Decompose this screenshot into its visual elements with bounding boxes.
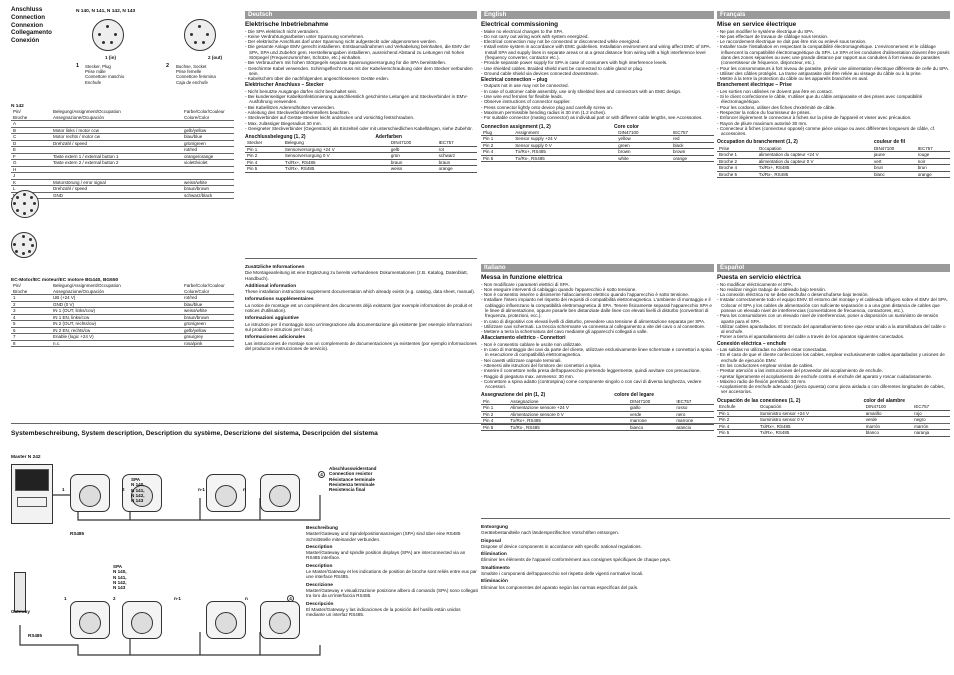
plug-number: 1 [76, 63, 80, 69]
connection-heading: Anschluss Connection Connexion Collegamento Conexión [11, 6, 52, 45]
table-row: Pin 2 Sensorversorgung 0 V grün schwarz [245, 153, 477, 160]
instruction-item: - Utiliser des câbles protégés. La trame antiparasite doit être reliée au vissage du câble ou à la prise. [717, 71, 950, 76]
disposal-section [481, 522, 951, 590]
table-row: Broche 5 Tx/Rx-, RS485 blanc orange [717, 171, 950, 178]
instruction-item: - Ground cable shield via devices connected downstream. [481, 71, 714, 76]
instruction-item: - Ne pas effectuer de travaux de câblage sous tension. [717, 34, 950, 39]
n-types-label: N 140, N 141, N 142, N 143 [76, 9, 136, 14]
instruction-item: - Le raccordement électrique ne doit pas être mis ou enlevé sous tension. [717, 39, 950, 44]
instruction-item: - Non eseguire interventi di cablaggio quando l'apparecchio è sotto tensione. [481, 287, 714, 292]
section-header: Deutsch [245, 11, 477, 19]
note-body: Master/Gateway and spindle position displays (SPA) are interconnected via an RS485 interface. [306, 550, 466, 561]
plug-connector-icon [92, 19, 124, 51]
spa-device-n-minus-1-gw [206, 601, 246, 639]
socket-number: 2 [166, 63, 170, 69]
note-title: Eliminación [481, 579, 508, 585]
gw-node-1-label: 1 [64, 596, 67, 601]
instruction-item: - Utilizzare cavi schermati. La treccia schermante va connessa al collegamento a vite del cavo o al connettore. [481, 324, 714, 329]
instruction-item: - Bei Verbrauchern mit hohen Störpegeln separate Spannungsversorgung für die SPA bereitstellen. [245, 60, 477, 65]
table-row: Pin 4 Tx/Rx+, RS485 marrone marrone [481, 418, 714, 425]
table-row: 2 GND (0 V) blau/blue [11, 301, 234, 308]
instruction-item: - Installer toute l'installation en respectant la compatibilité électromagnétique. L'environnement et le câblage influencent la compatibilité électromagnétique du SPA. Le SPA et les conduites d'alimentation doivent être posés dans des zones séparées ou avec une grande distance par rapport aux conduites à fort niveau de parasites (convertisseur de fréquence, disjoncteur, etc.). [717, 44, 950, 65]
note-title: Informaciones adicionales [245, 335, 306, 341]
spa-label-top: SPA N 140, N 141, N 142, N 143 [131, 477, 145, 504]
table-row: J [11, 173, 234, 180]
instruction-item: - In caso di dispositivi con elevati livelli di disturbo, prevedere una tensione di alimentazione separata per SPA. [481, 319, 714, 324]
table-row: Pin 2 Sensor supply 0 V green black [481, 142, 714, 149]
note-body: Le istruzioni per il montaggio sono un'integrazione alla documentazione già esistente (per esempio informazioni sul prodotto e istruzioni per l'uso). [245, 321, 472, 332]
instruction-item: - Respecter la notice du fournisseur de prises. [717, 110, 950, 115]
table-row: B Motor links / motor ccw gelb/yellow [11, 127, 234, 134]
additional-information [245, 262, 477, 351]
table-header-row: Stecker Belegung DIN47100 IEC757 [245, 140, 477, 146]
instruction-item: - Las salidas no utilizadas no deben estar conectadas. [717, 347, 950, 352]
table-row: F Taste extern 1 / external button 1 orange/orange [11, 153, 234, 160]
table-row: Broche 4 Tx/Rx+, RS485 brun brun [717, 165, 950, 172]
instruction-item: - Make no electrical changes to the SPA. [481, 29, 714, 34]
section-italiano: Italiano Messa in funzione elettrica - Non modificare i parametri elettrici di SPA. - Non eseguire interventi di cablaggio quando l'apparecchio è sotto tensione. - Non è consentito inserire o disinserire l'allacciamento elettrico quando l'apparecchio è sotto tensione. - Installare l'intero impianto nel rispetto dei requisiti di compatibilità elettromagnetica. L'ambiente di montaggio e il cablaggio influenzano la compatibilità elettromagnetica di SPA. Tenere fisicamente separati l'apparecchio SPA e le linee di alimentazione, oppure posarle ben distanziate dalle linee con elevati livelli di disturbo (convertitori di frequenza, protezioni, ecc.). - In caso di dispositivi con elevati livelli di disturbo, prevedere una tensione di alimentazione separata per SPA. - Utilizzare cavi schermati. La treccia schermante va connessa al collegamento a vite del cavo o al connettore. - Mettere a terra la schermatura del cavo mediante gli apparecchi collegati a valle. Allacciamento elettrico - Connettori - Non è consentito cablare le uscite non utilizzate. - In caso di montaggio dei cavi da parte del cliente, utilizzare esclusivamente linee schermate e connettori a spina in esecuzione di compatibilità elettromagnetica. - Nei cavetti utilizzare capsule terminali. - Attenersi alle istruzioni del fornitore dei connettori a spina. - Inserire il connettore nella presa dell'apparecchio premendo leggermente, quindi avvitare con precauzione. - Raggio di piegatura max. ammesso: 30 mm. - Connettore a spina adatto (controspina) come componente singolo o con cavi di diversa lunghezza, vedere Accessori. Assegnazione dei pin (1, 2) colore del legare Pin Assegnazione DIN47100 IEC757 Pin 1 Alimentazione sensore +24 V giallo rosso Pin 2 Alimentazione sensore 0 V verde nero Pin 4 Tx/Rx+, RS485 marrone marrone Pin 5 Tx/Rx-, RS485 bianco arancio [481, 264, 714, 431]
instruction-item: - Press connector lightly onto device plug and carefully screw on. [481, 105, 714, 110]
spa-device-n-gw [260, 601, 300, 639]
instruction-item: - In case of customer cable assembly, use only shielded lines and connectors with an EMC design. [481, 89, 714, 94]
section-deutsch: Deutsch Elektrische Inbetriebnahme - Die SPA elektrisch nicht verändern. - Keine Verdrahtungsarbeiten unter Spannung vornehmen. - Der elektrische Anschluss darf unter Spannung nicht aufgesteckt oder abgenommen werden. - Die gesamte Anlage EMV gerecht installieren. Entstaumaßnahmen und Verkabelung beinhalten, die EMV der SPA, SPA und Zubehör gem. Herstellerangaben installieren, ausreichend Abstand zu Leitungen mit hohen Störpegel (Frequenzumrichter, Schütze, etc.) einhalten. - Bei Verbrauchern mit hohen Störpegeln separate Spannungsversorgung für die SPA bereitstellen. - Geschirmte Kabel verwenden. Schirmgeflecht muss mit der Kabelverschraubung oder dem Stecker verbunden sein. - Kabelschirm über die nachfolgenden angeschlossenen Geräte erden. Elektrischer Anschluss – Stecker - Nicht benutzte Ausgänge dürfen nicht beschaltet sein. - Bei kundenseitiger Kabelkonfektionierung ausschliesslich geschirmte Leitungen und Steckverbinder in EMV-Ausführung verwenden. - Bei Kabellitzen Aderendhülsen verwenden. - Anleitung des Steckverbinderherstellers beachten. - Steckverbinder auf Geräte-Stecker leicht andrücken und vorsichtig festschrauben. - Max. zulässiger Biegeradius 30 mm. - Geeigneter Steckverbinder (Gegenstück) als Einzelteil oder mit unterschiedlichen Kabellängen, siehe Zubehör. Anschlussbelegung (1, 2) Aderfarben Stecker Belegung DIN47100 IEC757 Pin 1 Sensorversorgung +24 V gelb rot Pin 2 Sensorversorgung 0 V grün schwarz Pin 4 Tx/Rx+, RS485 braun braun Pin 5 Tx/Rx-, RS485 weiss orange [245, 11, 477, 173]
table-row: L Drehzahl / speed braun/brown [11, 186, 234, 193]
socket-connector-icon [184, 19, 216, 51]
instruction-item: - Steckverbinder auf Geräte-Stecker leicht andrücken und vorsichtig festschrauben. [245, 115, 477, 120]
node-2-label: 2 [122, 487, 125, 492]
instruction-item: - Les sorties non utilisées ne doivent pas être en contact. [717, 89, 950, 94]
table-row: Broche 2 alimentation du capteur 0 V vert noir [717, 158, 950, 165]
note-title: Smaltimento [481, 565, 510, 571]
table-row: G Taste extern 2 / external button 2 violett/violet [11, 160, 234, 167]
connection-table [245, 140, 477, 173]
pin-out-label: 2 (out) [208, 55, 223, 60]
table-row: D Drehzahl / speed grün/green [11, 140, 234, 147]
instruction-item: - Maximum permissible bending radius is 30 mm (1.2 inches). [481, 110, 714, 115]
table-row: Pin 1 Sensor supply +24 V yellow red [481, 136, 714, 143]
instruction-item: - Inserire il connettore nella presa dell'apparecchio premendo leggermente, quindi avvitare con precauzione. [481, 368, 714, 373]
terminal-marker: 4 [318, 471, 325, 478]
connection-table [481, 130, 714, 163]
note-title: Élimination [481, 552, 507, 558]
note-body: These installation instructions supplement documentation which already exists (e.g. catalog, data sheet, manual). [245, 289, 476, 295]
note-body: El Master/Gateway y las indicaciones de la posición del husillo están unidos mediante un interfaz RS485. [306, 606, 461, 618]
instruction-item: - Keine Verdrahtungsarbeiten unter Spannung vornehmen. [245, 34, 477, 39]
ec-table: Pin/ Belegung/Assignment/Occupation Farbe/Color/Couleur Broche Assegnazione/Ocupación Colore/Color 1 UB (+24 V) rot/red 2 GND (0 V) blau/blue 3 IN 1 (OUT, links/ccw) weiss/white 4 IN 1 EN, links/ccw braun/brown 5 IN 2 (OUT, rechts/cw) grün/green 6 IN 2 EN, rechts/cw gelb/yellow 7 Enable (logic +24 V) grau/grey 8 n.c. rosa/pink [11, 283, 234, 347]
master-rs485-label: RS485 [70, 531, 85, 536]
table-row: Pin 1 Alimentazione sensore +24 V giallo rosso [481, 405, 714, 412]
instruction-item: - Observe instructions of connector supplier. [481, 99, 714, 104]
ec-motor-pin-table: EC-Motor/EC moteur/EC motore BG440, BG650 Pin/ Belegung/Assignment/Occupation Farbe/Color/Couleur Broche Assegnazione/Ocupación Colore/Color 1 UB (+24 V) rot/red 2 GND (0 V) blau/blue 3 IN 1 (OUT, links/ccw) weiss/white 4 IN 1 EN, links/ccw braun/brown 5 IN 2 (OUT, rechts/cw) grün/green 6 IN 2 EN, rechts/cw gelb/yellow 7 Enable (logic +24 V) grau/grey 8 n.c. rosa/pink [11, 278, 234, 347]
n142-table: Pin/ Belegung/Assignment/Occupation Farbe/Color/Couleur Broche Assegnazione/Ocupación Colore/Color A B Motor links / motor ccw gelb/yellow C Motor rechts / motor cw blau/blue D Drehzahl / speed grün/green E rot/red F Taste extern 1 / external button 1 orange/orange G Taste extern 2 / external button 2 violett/violet H J K Motorstörung / error signal weiss/white L Drehzahl / speed braun/brown GND schwarz/black [11, 109, 234, 199]
instruction-item: - Raggio di piegatura max. ammesso: 30 mm. [481, 374, 714, 379]
gw-terminal-marker: 4 [287, 595, 294, 602]
connection-table [717, 146, 950, 179]
instruction-item: - Nei cavetti utilizzare capsule terminali. [481, 358, 714, 363]
master-label: Master N 242 [11, 455, 41, 460]
instruction-item: - Si le client confectionne le câble, n'utiliser que du câble antiparasite et des prises avec compatibilité électromagnétique. [717, 94, 950, 105]
table-row: 5 IN 2 (OUT, rechts/cw) grün/green [11, 321, 234, 328]
instruction-item: - Pour les consommateurs à fort niveau de parasite, prévoir une alimentation électrique différente de celle du SPA. [717, 66, 950, 71]
gateway-label: Gateway [11, 609, 30, 614]
gw-node-2-label: 2 [113, 596, 116, 601]
table-row: Pin 2 Alimentazione sensore 0 V verde nero [481, 411, 714, 418]
note-body: Master/Gateway e visualizzazione posizione albero di comando (SPA) sono collegati tra loro da un'interfaccia RS485. [306, 587, 478, 599]
spa-device-n [260, 474, 300, 512]
table-row: Pin 1 Suministro sensor +24 V amarillo rojo [717, 410, 950, 417]
instruction-item: - Para los consumidores con un elevado nivel de interferencias, poner a disposición un suministro de tensión aparte para el SPA. [717, 313, 950, 324]
instruction-item: - For suitable connector (mating connector) as individual part or with different cable lengths, see Accessories. [481, 115, 714, 120]
note-body: Le Master/Gateway et les indications de position de broche sont reliés entre eux par une interface RS485. [306, 569, 477, 580]
table-row: 6 IN 2 EN, rechts/cw gelb/yellow [11, 327, 234, 334]
n142-pin-table: N 142 Pin/ Belegung/Assignment/Occupation Farbe/Color/Couleur Broche Assegnazione/Ocupación Colore/Color A B Motor links / motor ccw gelb/yellow C Motor rechts / motor cw blau/blue D Drehzahl / speed grün/green E rot/red F Taste extern 1 / external button 1 orange/orange G Taste extern 2 / external button 2 violett/violet H J K Motorstörung / error signal weiss/white L Drehzahl / speed braun/brown GND schwarz/black [11, 104, 234, 199]
note-title: Description [306, 563, 333, 569]
instruction-item: - Use wire end ferrules for flexible leads. [481, 94, 714, 99]
table-row: 1 UB (+24 V) rot/red [11, 295, 234, 302]
instruction-item: - Apretar ligeramente el acoplamiento de enchufe contra el enchufe del aparato y roscar cuidadosamente. [717, 374, 950, 379]
instruction-item: - Connecteur à fiches (connecteur opposé) comme pièce unique ou avec différentes longueurs de câble, cf. accessoires. [717, 126, 950, 137]
instruction-item: - Non è consentito inserire o disinserire l'allacciamento elettrico quando l'apparecchio è sotto tensione. [481, 292, 714, 297]
system-descriptions [306, 523, 478, 617]
spa-device-1-gw [70, 601, 110, 639]
table-row: Pin 5 Tx/Rx-, RS485 white orange [481, 155, 714, 162]
table-row: GND schwarz/black [11, 192, 234, 199]
instruction-item: - Geeigneter Steckverbinder (Gegenstück) als Einzelteil oder mit unterschiedlichen Kabellängen, siehe Zubehör. [245, 126, 477, 131]
instruction-item: - Der elektrische Anschluss darf unter Spannung nicht aufgesteckt oder abgenommen werden. [245, 39, 477, 44]
instruction-item: - Mettre à la terre la protection du câble ou les appareils branchés en aval. [717, 76, 950, 81]
table-row: 3 IN 1 (OUT, links/ccw) weiss/white [11, 308, 234, 315]
note-body: Gerätebestandteile nach länderspezifischen Vorschriften entsorgen. [481, 530, 619, 536]
section-header: Español [717, 264, 950, 272]
table-row: K Motorstörung / error signal weiss/white [11, 179, 234, 186]
plug-description: Stecker, Plug Prise mâle Connettore maschio Enchufe [85, 64, 125, 85]
instruction-item: - Non modificare i parametri elettrici di SPA. [481, 282, 714, 287]
instruction-item: - Mettere a terra la schermatura del cavo mediante gli apparecchi collegati a valle. [481, 329, 714, 334]
instruction-item: - La conexión eléctrica no se debe enchufar o desenchufarse bajo tensión. [717, 292, 950, 297]
instruction-item: - Bei kundenseitiger Kabelkonfektionierung ausschliesslich geschirmte Leitungen und Steckverbinder in EMV-Ausführung verwenden. [245, 94, 477, 105]
note-body: Las instrucciones de montaje son un complemento de documentaciones ya existentes (por ejemplo informaciones del producto e instrucciones de servicio). [245, 340, 477, 351]
socket-description: Buchse, Socket Prise femelle Connettore femmina Caja de enchufe [176, 64, 216, 85]
instruction-item: - Ne pas modifier le système électrique du SPA. [717, 29, 950, 34]
note-title: Descrizione [306, 582, 333, 588]
note-title: Entsorgung [481, 525, 508, 530]
instruction-item: - Poner a tierra el apantallamiento del cable a través de los aparatos siguientes conectados. [717, 334, 950, 339]
instruction-item: - No realizar ningún trabajo de cableado bajo tensión. [717, 287, 950, 292]
table-row: Pin 4 Tx/Rx+, RS485 brown brown [481, 149, 714, 156]
instruction-item: - Nicht benutzte Ausgänge dürfen nicht beschaltet sein. [245, 89, 477, 94]
table-row: C Motor rechts / motor cw blau/blue [11, 134, 234, 141]
instruction-item: - Enfoncer légèrement le connecteur à fiches sur la prise de l'appareil et visser avec précaution. [717, 115, 950, 120]
note-title: Disposal [481, 538, 501, 544]
table-row: Pin 5 Tx/Rx-, RS485 bianco arancio [481, 424, 714, 431]
section-header: English [481, 11, 714, 19]
table-header-row: Pin Assegnazione DIN47100 IEC757 [481, 399, 714, 405]
instruction-item: - Instalar correctamente todo el equipo EMV. El entorno del montaje y el cableado influyen sobre el EMV del SPA. Colocar el SPA y los cables de alimentación con suficiente separación o a una gran distancia de cables que posean un elevado nivel de interferencias (convertidores de frecuencia, contactores, etc.). [717, 297, 950, 313]
note-body: La notice de montage est un complément des documents déjà existants (par exemple informations de produit et notices d'utilisation). [245, 302, 473, 314]
table-row: Pin 2 Suministro sensor 0 V verde negro [717, 417, 950, 424]
note-title: Informazioni aggiuntive [245, 316, 299, 322]
note-body: Dispose of device components in accordance with specific national regulations. [481, 543, 642, 549]
instruction-item: - Geschirmte Kabel verwenden. Schirmgeflecht muss mit der Kabelverschraubung oder dem Stecker verbunden sein. [245, 66, 477, 77]
instruction-item: - Pour les cordons, utiliser des fiches d'extrémité de câble. [717, 105, 950, 110]
table-row: Pin 4 Tx/Rx+, RS485 marrón marrón [717, 423, 950, 430]
instruction-item: - Die SPA elektrisch nicht verändern. [245, 29, 477, 34]
pin-in-label: 1 (in) [105, 55, 116, 60]
table-row: 7 Enable (logic +24 V) grau/grey [11, 334, 234, 341]
section-francais: Français Mise en service électrique - Ne pas modifier le système électrique du SPA. - Ne pas effectuer de travaux de câblage sous tension. - Le raccordement électrique ne doit pas être mis ou enlevé sous tension. - Installer toute l'installation en respectant la compatibilité électromagnétique. L'environnement et le câblage influencent la compatibilité électromagnétique du SPA. Le SPA et les conduites d'alimentation doivent être posés dans des zones séparées ou avec une grande distance par rapport aux conduites à fort niveau de parasites (convertisseur de fréquence, disjoncteur, etc.). - Pour les consommateurs à fort niveau de parasite, prévoir une alimentation électrique différente de celle du SPA. - Utiliser des câbles protégés. La trame antiparasite doit être reliée au vissage du câble ou à la prise. - Mettre à la terre la protection du câble ou les appareils branchés en aval. Branchement électrique – Prise - Les sorties non utilisées ne doivent pas être en contact. - Si le client confectionne le câble, n'utiliser que du câble antiparasite et des prises avec compatibilité électromagnétique. - Pour les cordons, utiliser des fiches d'extrémité de câble. - Respecter la notice du fournisseur de prises. - Enfoncer légèrement le connecteur à fiches sur la prise de l'appareil et visser avec précaution. - Rayon de pliure maximum autorisé 30 mm. - Connecteur à fiches (connecteur opposé) comme pièce unique ou avec différentes longueurs de câble, cf. accessoires. Occupation du branchement (1, 2) couleur de fil Prise Occupation DIN47100 IEC757 Broche 1 alimentation du capteur +24 V jaune rouge Broche 2 alimentation du capteur 0 V vert noir Broche 4 Tx/Rx+, RS485 brun brun Broche 5 Tx/Rx-, RS485 blanc orange [717, 11, 950, 178]
section-header: Italiano [481, 264, 714, 272]
table-row: Pin 1 Sensorversorgung +24 V gelb rot [245, 146, 477, 153]
note-title: Additional information [245, 283, 297, 289]
instruction-item: - Connettore a spina adatto (controspina) come componente singolo o con cavi di diversa lunghezza, vedere Accessori. [481, 379, 714, 390]
instruction-item: - Installare l'intero impianto nel rispetto dei requisiti di compatibilità elettromagnetica. L'ambiente di montaggio e il cablaggio influenzano la compatibilità elettromagnetica di SPA. Tenere fisicamente separati l'apparecchio SPA e le linee di alimentazione, oppure posarle ben distanziate dalle linee con elevati livelli di disturbo (convertitori di frequenza, protezioni, ecc.). [481, 297, 714, 318]
section-espanol: Español Puesta en servicio eléctrica - No modificar eléctricamente el SPA. - No realizar ningún trabajo de cableado bajo tensión. - La conexión eléctrica no se debe enchufar o desenchufarse bajo tensión. - Instalar correctamente todo el equipo EMV. El entorno del montaje y el cableado influyen sobre el EMV del SPA. Colocar el SPA y los cables de alimentación con suficiente separación o a una gran distancia de cables que posean un elevado nivel de interferencias (convertidores de frecuencia, contactores, etc.). - Para los consumidores con un elevado nivel de interferencias, poner a disposición un suministro de tensión aparte para el SPA. - Utilizar cables apantallados. El trenzado del apantallamiento tiene que estar unido a la atornilladura del cable o al enchufe. - Poner a tierra el apantallamiento del cable a través de los aparatos siguientes conectados. Conexión eléctrica – enchufe - Las salidas no utilizadas no deben estar conectadas. - En el caso de que el cliente confeccione los cables, emplear exclusivamente cables apantallados y uniones de enchufe de ejecución EMV. - En los conductores emplear virolas de cables. - Prestar atención a las instrucciones del proveedor del acoplamiento de enchufe. - Apretar ligeramente el acoplamiento de enchufe contra el enchufe del aparato y roscar cuidadosamente. - Máximo radio de flexión permitido: 30 mm. - Acoplamiento de enchufe adecuado (pieza opuesta) como pieza aislada o con diferentes longitudes de cables, ver accesorios. Ocupación de las conexiones (1, 2) color del alambre Enchufe Ocupación DIN47100 IEC757 Pin 1 Suministro sensor +24 V amarillo rojo Pin 2 Suministro sensor 0 V verde negro Pin 4 Tx/Rx+, RS485 marrón marrón Pin 5 Tx/Rx-, RS485 blanco naranja [717, 264, 950, 437]
spa-device-n-minus-1 [206, 474, 246, 512]
system-description-title: Systembeschreibung, System description, Description du système, Descrizione del sistema, Descripción del sistema [11, 430, 378, 437]
instruction-item: - Utilizar cables apantallados. El trenzado del apantallamiento tiene que estar unido a la atornilladura del cable o al enchufe. [717, 324, 950, 335]
table-row: 8 n.c. rosa/pink [11, 340, 234, 347]
instruction-item: - Attenersi alle istruzioni del fornitore dei connettori a spina. [481, 363, 714, 368]
note-title: Beschreibung [306, 526, 338, 531]
gateway-rs485-label: RS485 [28, 633, 43, 638]
table-row: Pin 5 Tx/Rx-, RS485 weiss orange [245, 166, 477, 173]
instruction-item: - Do not carry out wiring work with system energized. [481, 34, 714, 39]
table-row: 4 IN 1 EN, links/ccw braun/brown [11, 314, 234, 321]
note-title: Zusätzliche Informationen [245, 265, 305, 270]
node-1-label: 1 [62, 487, 65, 492]
instruction-item: - Electrical connection may not be connected or disconnected while energized. [481, 39, 714, 44]
note-body: Éliminer les éléments de l'appareil conformément aux consignes spécifiques de chaque pays. [481, 557, 672, 563]
instruction-item: - Non è consentito cablare le uscite non utilizzate. [481, 342, 714, 347]
table-header-row: Plug Assignment DIN47100 IEC757 [481, 130, 714, 136]
table-row: E rot/red [11, 147, 234, 154]
instruction-item: - Provide separate power supply for SPA in case of consumers with high interference levels. [481, 60, 714, 65]
gw-node-n-label: n [245, 596, 248, 601]
instruction-item: - Kabelschirm über die nachfolgenden angeschlossenen Geräte erden. [245, 76, 477, 81]
gw-node-n-1-label: n-1 [174, 596, 181, 601]
instruction-item: - Máximo radio de flexión permitido: 30 mm. [717, 379, 950, 384]
gateway-device [14, 572, 26, 612]
ec-motor-round-connector-icon [11, 232, 37, 258]
instruction-item: - Use shielded cables. Braided shield must be connected to cable gland or plug. [481, 66, 714, 71]
table-row: H [11, 166, 234, 173]
table-row: Pin 4 Tx/Rx+, RS485 braun braun [245, 159, 477, 166]
instruction-item: - Die gesamte Anlage EMV gerecht installieren. Entstaumaßnahmen und Verkabelung beinhalten, die EMV der SPA, SPA und Zubehör gem. Herstellerangaben installieren, ausreichend Abstand zu Leitungen mit hohen Störpegel (Frequenzumrichter, Schütze, etc.) einhalten. [245, 44, 477, 60]
table-row: A [11, 121, 234, 128]
node-n-1-label: n-1 [198, 487, 205, 492]
instruction-item: - Bei Kabellitzen Aderendhülsen verwenden. [245, 105, 477, 110]
instruction-item: - Max. zulässiger Biegeradius 30 mm. [245, 121, 477, 126]
instruction-item: - Install entire system in accordance with EMC guidelines. Installation environment and wiring affect EMC of SPA. Install SPA and supply lines in separate areas or at a great distance from wiring with a high interference level (frequency converter, contactor etc.). [481, 44, 714, 60]
section-english: English Electrical commissioning - Make no electrical changes to the SPA. - Do not carry out wiring work with system energized. - Electrical connection may not be connected or disconnected while energized. - Install entire system in accordance with EMC guidelines. Installation environment and wiring affect EMC of SPA. Install SPA and supply lines in separate areas or at a great distance from wiring with a high interference level (frequency converter, contactor etc.). - Provide separate power supply for SPA in case of consumers with high interference levels. - Use shielded cables. Braided shield must be connected to cable gland or plug. - Ground cable shield via devices connected downstream. Electrical connection – plug - Outputs not in use may not be connected. - In case of customer cable assembly, use only shielded lines and connectors with an EMC design. - Use wire end ferrules for flexible leads. - Observe instructions of connector supplier. - Press connector lightly onto device plug and carefully screw on. - Maximum permissible bending radius is 30 mm (1.2 inches). - For suitable connector (mating connector) as individual part or with different cable lengths, see Accessories. Connection assignment (1, 2) Core color Plug Assignment DIN47100 IEC757 Pin 1 Sensor supply +24 V yellow red Pin 2 Sensor supply 0 V green black Pin 4 Tx/Rx+, RS485 brown brown Pin 5 Tx/Rx-, RS485 white orange [481, 11, 714, 162]
note-body: Master/Gateway und Spindelpositionsanzeigen (SPA) sind über eine RS485 Schnittstelle miteinander verbunden. [306, 531, 461, 542]
instruction-item: - Anleitung des Steckverbinderherstellers beachten. [245, 110, 477, 115]
note-body: Die Montageanleitung ist eine Ergänzung zu bereits vorhandenen Dokumentationen (z.B. Katalog, Datenblatt, Handbuch). [245, 270, 468, 281]
instruction-item: - Outputs not in use may not be connected. [481, 83, 714, 88]
note-title: Description [306, 544, 333, 550]
instruction-item: - Rayon de pliure maximum autorisé 30 mm. [717, 121, 950, 126]
table-row: Broche 1 alimentation du capteur +24 V jaune rouge [717, 152, 950, 159]
note-title: Informations supplémentaires [245, 297, 314, 303]
n142-round-connector-icon [11, 190, 39, 218]
connection-table [717, 404, 950, 437]
instruction-item: - In caso di montaggio dei cavi da parte del cliente, utilizzare esclusivamente linee schermate e connettori a spina in esecuzione di compatibilità elettromagnetica. [481, 347, 714, 358]
node-n-label: n [243, 487, 246, 492]
instruction-item: - En los conductores emplear virolas de cables. [717, 363, 950, 368]
table-row: Pin 5 Tx/Rx-, RS485 blanco naranja [717, 430, 950, 437]
note-body: Smaltire i componenti dell'apparecchio nel rispetto delle vigenti normative locali. [481, 571, 644, 577]
note-body: Eliminar los componentes del aparato según las normas específicas del país. [481, 584, 639, 590]
terminal-resistor-label: Abschlusswiderstand Connection resistor Résistance terminale Resistenza terminale Resistencia final [329, 466, 377, 493]
instruction-item: - Prestar atención a las instrucciones del proveedor del acoplamiento de enchufe. [717, 368, 950, 373]
connection-table [481, 399, 714, 432]
note-title: Descripción [306, 601, 334, 607]
table-header-row: Enchufe Ocupación DIN47100 IEC757 [717, 404, 950, 410]
spa-device-1 [70, 474, 110, 512]
table-header-row: Prise Occupation DIN47100 IEC757 [717, 146, 950, 152]
spa-label-bottom: SPA N 140, N 141, N 142, N 143 [113, 564, 127, 591]
instruction-item: - No modificar eléctricamente el SPA. [717, 282, 950, 287]
instruction-item: - Acoplamiento de enchufe adecuado (pieza opuesta) como pieza aislada o con diferentes longitudes de cables, ver accesorios. [717, 384, 950, 395]
instruction-item: - En el caso de que el cliente confeccione los cables, emplear exclusivamente cables apantallados y uniones de enchufe de ejecución EMV. [717, 352, 950, 363]
spa-device-2-gw [122, 601, 162, 639]
section-header: Français [717, 11, 950, 19]
